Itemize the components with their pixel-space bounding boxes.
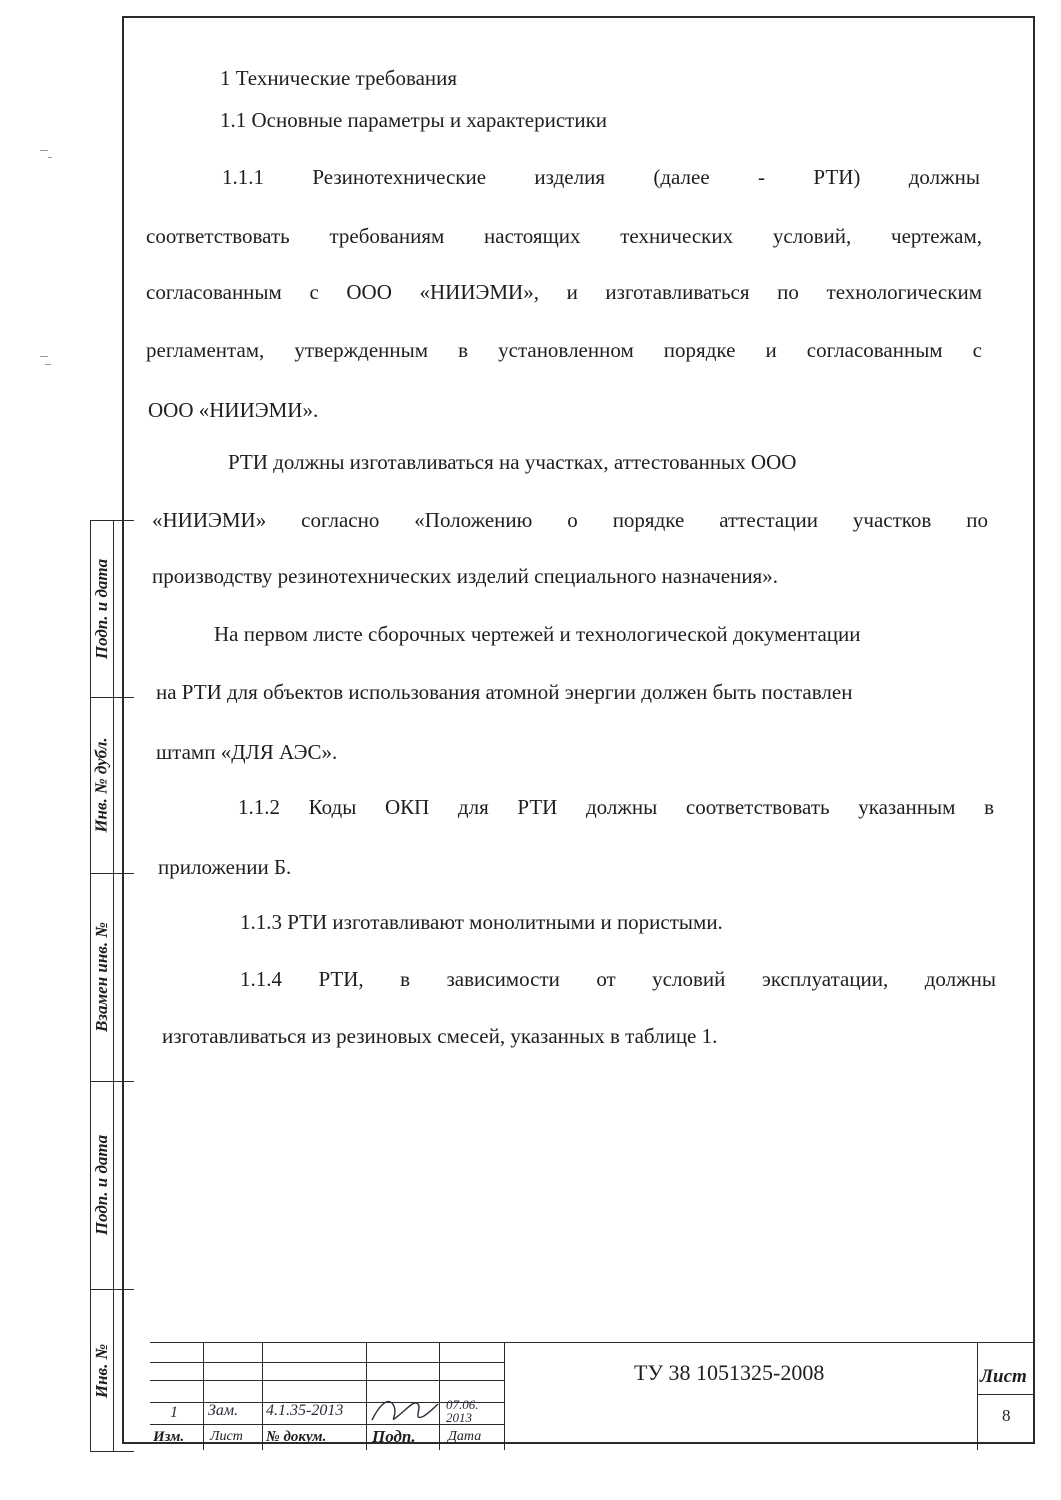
revision-number: 1 — [170, 1404, 178, 1421]
paragraph-1-1-1-line-5: ООО «НИИЭМИ». — [148, 398, 319, 422]
title-block — [150, 1342, 1035, 1450]
subsection-heading: 1.1 Основные параметры и характеристики — [220, 108, 608, 132]
col-list-label: Лист — [210, 1429, 243, 1444]
paragraph-cert-line-1: РТИ должны изготавливаться на участках, аттестованных ООО — [228, 450, 797, 474]
document-number: ТУ 38 1051325-2008 — [634, 1360, 825, 1385]
paragraph-1-1-2-line-1: 1.1.2 Коды ОКП для РТИ должны соответствовать указанным в — [238, 795, 994, 819]
col-izm-label: Изм. — [153, 1429, 185, 1445]
sheet-label: Лист — [980, 1366, 1027, 1387]
revision-doc-number: 4.1.35-2013 — [266, 1402, 344, 1419]
paragraph-1-1-2-line-2: приложении Б. — [158, 855, 292, 879]
col-doc-label: № докум. — [266, 1429, 327, 1445]
side-label-inv-dubl: Инв. № дубл. — [92, 737, 112, 833]
sheet-number: 8 — [1002, 1406, 1011, 1425]
revision-date: 07.06. 2013 — [446, 1397, 479, 1425]
side-label-vzamen-inv: Взамен инв. № — [92, 922, 111, 1032]
side-label-sign-date-bottom: Подп. и дата — [92, 1134, 111, 1236]
col-sign-label: Подп. — [372, 1427, 416, 1446]
side-label-inv-no: Инв. № — [92, 1343, 111, 1399]
paragraph-stamp-line-1: На первом листе сборочных чертежей и технологической документации — [214, 622, 861, 646]
paragraph-stamp-line-3: штамп «ДЛЯ АЭС». — [156, 740, 338, 764]
side-label-sign-date-top: Подп. и дата — [92, 558, 111, 660]
side-stamp-strip — [90, 520, 134, 1452]
paragraph-1-1-1-line-4: регламентам, утвержденным в установленном порядке и согласованным с — [146, 338, 982, 362]
section-heading: 1 Технические требования — [220, 66, 458, 90]
paragraph-1-1-3: 1.1.3 РТИ изготавливают монолитными и пористыми. — [240, 910, 723, 934]
paragraph-1-1-1-line-3: согласованным с ООО «НИИЭМИ», и изготавливаться по технологическим — [146, 280, 982, 304]
paragraph-cert-line-2: «НИИЭМИ» согласно «Положению о порядке аттестации участков по — [152, 508, 988, 532]
signature-icon — [368, 1394, 440, 1428]
paragraph-1-1-1-line-2: соответствовать требованиям настоящих технических условий, чертежам, — [146, 224, 982, 248]
paragraph-1-1-1-line-1: 1.1.1 Резинотехнические изделия (далее - РТИ) должны — [222, 165, 980, 189]
paragraph-1-1-4-line-2: изготавливаться из резиновых смесей, указанных в таблице 1. — [162, 1024, 718, 1048]
revision-sheet: Зам. — [208, 1402, 239, 1419]
paragraph-stamp-line-2: на РТИ для объектов использования атомной энергии должен быть поставлен — [156, 680, 853, 704]
paragraph-cert-line-3: производству резинотехнических изделий специального назначения». — [152, 564, 778, 588]
col-date-label: Дата — [448, 1429, 482, 1444]
paragraph-1-1-4-line-1: 1.1.4 РТИ, в зависимости от условий эксплуатации, должны — [240, 967, 996, 991]
